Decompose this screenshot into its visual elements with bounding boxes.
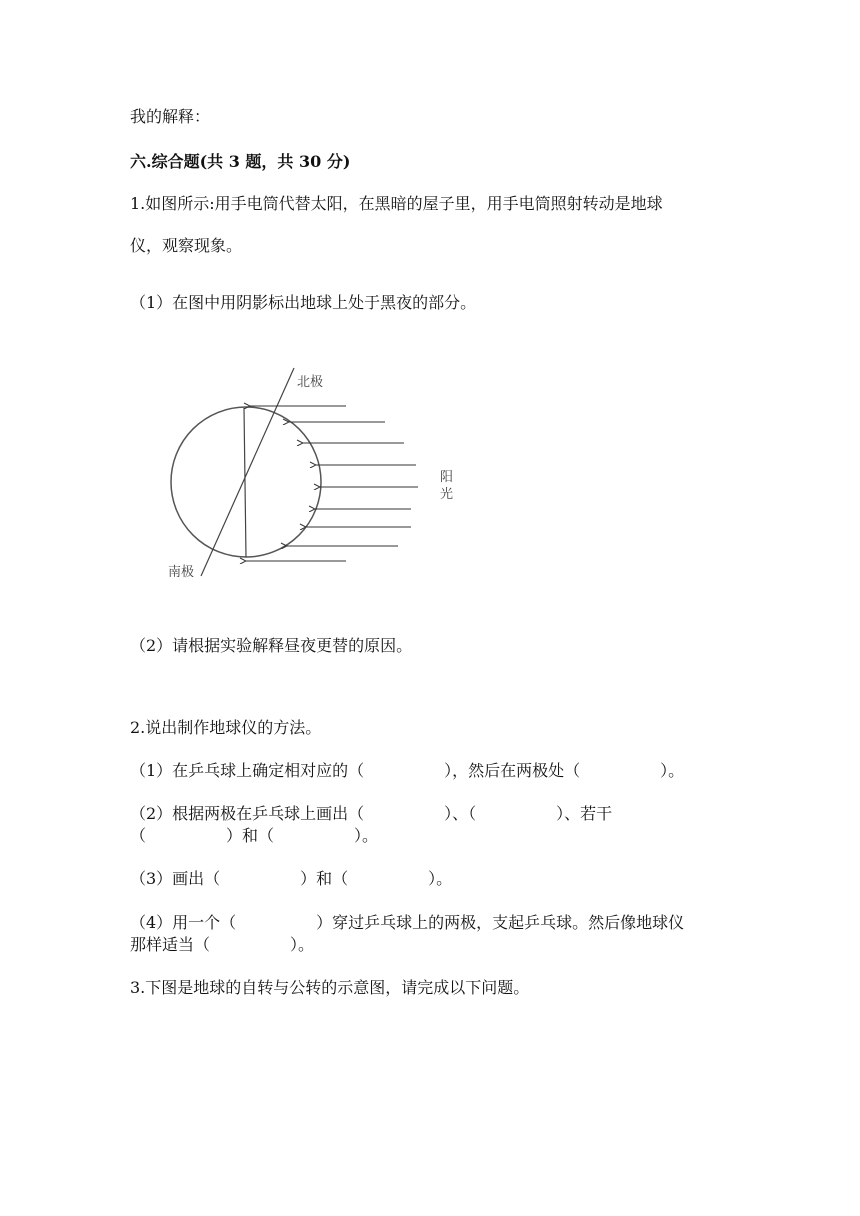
q2-item2-line2: （ ）和（ ）。 <box>130 826 379 845</box>
q3-stem: 3.下图是地球的自转与公转的示意图，请完成以下问题。 <box>130 978 530 997</box>
q1-sub1: （1）在图中用阴影标出地球上处于黑夜的部分。 <box>130 293 477 312</box>
explain-label: 我的解释： <box>130 107 211 126</box>
north-pole-label: 北极 <box>297 375 324 390</box>
q2-item1: （1）在乒乓球上确定相对应的（ ），然后在两极处（ ）。 <box>130 761 685 780</box>
q2-item3: （3）画出（ ）和（ ）。 <box>130 869 453 888</box>
q1-stem-line1: 1.如图所示:用手电筒代替太阳，在黑暗的屋子里，用手电筒照射转动是地球 <box>130 194 663 213</box>
sunlight-label-2: 光 <box>440 487 454 502</box>
q1-sub2: （2）请根据实验解释昼夜更替的原因。 <box>130 636 413 655</box>
section-title: 六.综合题(共 3 题，共 30 分) <box>130 152 351 171</box>
q2-stem: 2.说出制作地球仪的方法。 <box>130 718 322 737</box>
q2-item4-line1: （4）用一个（ ）穿过乒乓球上的两极，支起乒乓球。然后像地球仪 <box>130 913 685 932</box>
south-pole-label: 南极 <box>168 565 195 580</box>
q1-stem-line2: 仪，观察现象。 <box>130 236 243 255</box>
terminator-line <box>244 408 246 557</box>
q2-item2-line1: （2）根据两极在乒乓球上画出（ ）、（ ）、若干 <box>130 804 613 823</box>
earth-sunlight-figure <box>0 360 860 620</box>
sun-rays <box>246 406 418 561</box>
sunlight-label-1: 阳 <box>440 470 454 485</box>
q2-item4-line2: 那样适当（ ）。 <box>130 935 315 954</box>
earth-axis <box>201 368 294 576</box>
